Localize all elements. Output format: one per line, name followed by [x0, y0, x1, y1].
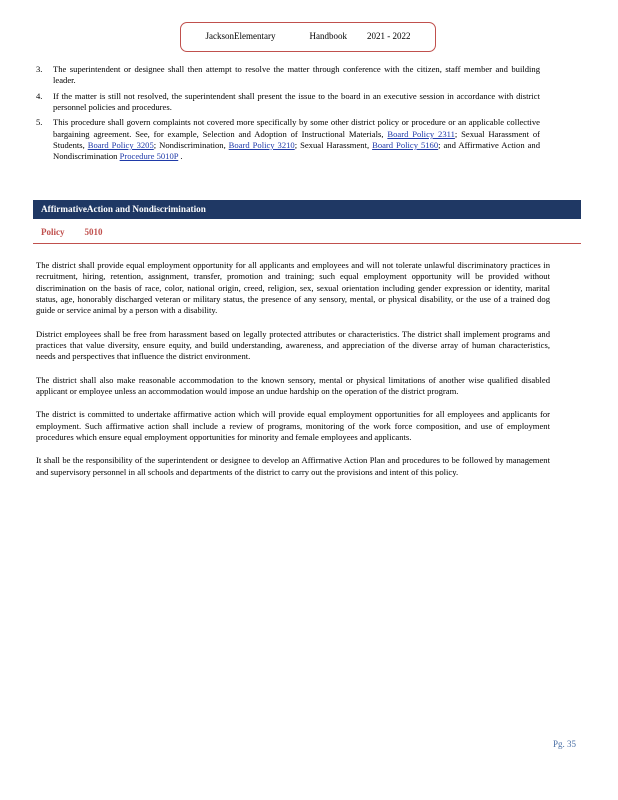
policy-paragraph: District employees shall be free from harassment based on legally protected attributes or characteristics. The district shall implement programs and practices that value diversity, ensure equity, and build understanding, awareness, and appreciation of the diverse array of human characteristics, needs and perspectives that influence the district environment. — [36, 328, 550, 362]
list-item-number: 3. — [36, 64, 43, 74]
list-item-number: 4. — [36, 90, 43, 101]
policy-label: Policy — [41, 226, 65, 237]
procedure-steps-list — [36, 64, 540, 167]
policy-paragraph: The district shall also make reasonable accommodation to the known sensory, mental or physical limitations of another wise qualified disabled applicant or employee unless an accommodation would impose an undue hardship on the operation of the district program. — [36, 374, 550, 397]
text-segment: . — [178, 151, 183, 162]
text-segment: ; Sexual Harassment of Students, — [53, 128, 540, 151]
school-years: 2021 - 2022 — [366, 31, 411, 42]
list-item — [36, 64, 540, 87]
text-segment: ; Nondiscrimination, — [153, 140, 229, 151]
page-number-value: 35 — [567, 739, 577, 749]
board-policy-3210-link[interactable]: Board Policy 3210 — [228, 140, 295, 151]
page-label: Pg. — [553, 739, 565, 749]
policy-body — [36, 260, 550, 490]
list-item-number: 5. — [36, 117, 43, 128]
list-item-text: The superintendent or designee shall then attempt to resolve the matter through conference with the citizen, staff member and building leader. — [53, 64, 540, 86]
policy-paragraph: The district shall provide equal employment opportunity for all applicants and employees and will not tolerate unlawful discriminatory practices in recruitment, hiring, retention, assignment, transfer, promotion and training; such equal employment opportunity will be provided without discrimination on the basis of race, color, national origin, creed, religion, sex, sexual orientation including gender expression or identity, marital status, age, honorably discharged veteran or military status, the presence of any sensory, mental, or physical disability, or the use of a trained dog guide or service animal by a person with a disability. — [36, 260, 550, 316]
board-policy-3205-link[interactable]: Board Policy 3205 — [87, 140, 154, 151]
text-segment: ; and Affirmative Action and Nondiscrimination — [53, 140, 541, 162]
handbook-title: Handbook — [309, 31, 347, 42]
procedure-5010p-link[interactable]: Procedure 5010P — [119, 151, 179, 162]
page-number — [553, 739, 576, 751]
list-item — [36, 91, 540, 114]
policy-number: 5010 — [84, 226, 103, 237]
policy-paragraph: It shall be the responsibility of the superintendent or designee to develop an Affirmative Action Plan and procedures to be followed by management and supervisory personnel in all schools and departments of the district to carry out the provisions and intent of this policy. — [36, 455, 550, 477]
board-policy-5160-link[interactable]: Board Policy 5160 — [372, 140, 439, 151]
school-name: JacksonElementary — [205, 31, 276, 42]
board-policy-2311-link[interactable]: Board Policy 2311 — [387, 128, 455, 139]
section-title: AffirmativeAction and Nondiscrimination — [41, 204, 206, 215]
text-segment: This procedure shall govern complaints not covered more specifically by some other district policy or procedure or an applicable collective bargaining agreement. See, for example, Selection and Adoption of Instructional Materials, — [53, 117, 540, 139]
section-heading-bar — [33, 200, 581, 219]
list-item-text: If the matter is still not resolved, the superintendent shall present the issue to the board in an executive session in accordance with district personnel policies and procedures. — [53, 90, 540, 113]
policy-paragraph: The district is committed to undertake affirmative action which will provide equal employment opportunities for all employees and applicants for employment. Such affirmative action shall include a review of programs, monitoring of the work force composition, and use of employment procedures which ensure equal employment opportunities for minority and female employees and applicants. — [36, 409, 550, 443]
list-item-text — [53, 117, 540, 162]
list-item — [36, 117, 540, 162]
text-segment: ; Sexual Harassment, — [294, 140, 373, 151]
handbook-header — [180, 22, 436, 52]
policy-heading — [33, 222, 581, 244]
